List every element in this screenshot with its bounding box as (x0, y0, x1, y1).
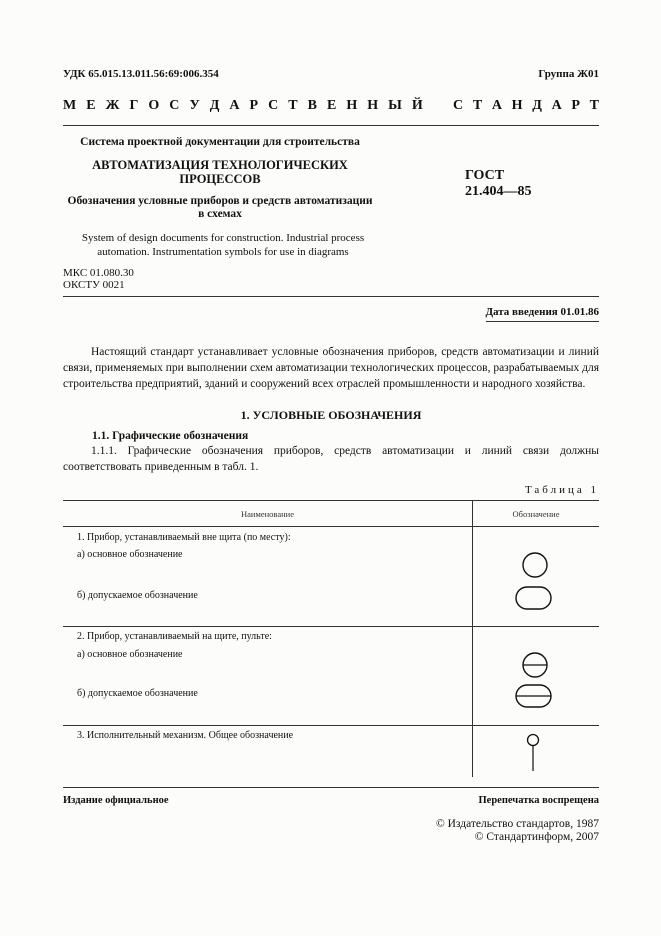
title-line-1: АВТОМАТИЗАЦИЯ ТЕХНОЛОГИЧЕСКИХ (92, 158, 348, 172)
gost-label: ГОСТ (465, 168, 505, 183)
banner-letter: Т (472, 98, 483, 113)
intro-paragraph: Настоящий стандарт устанавливает условные обозначения приборов, средств автоматизации и линий связи, применяемых при выполнении схем автоматизации технологических процессов, разрабатываемых для строительства предприятий, зданий и сооружений всех отраслей промышленности и народного хозяйства. (63, 346, 599, 390)
english-line-1: System of design documents for construction. Industrial process (81, 232, 365, 244)
copyright-block (436, 818, 599, 844)
footer-rule (63, 787, 599, 788)
banner-letter: Й (411, 98, 423, 113)
date-label: Дата введения (485, 306, 558, 318)
standard-banner (63, 98, 599, 114)
classification-codes (63, 267, 134, 291)
gost-designation (465, 168, 532, 200)
table-row-2-rule (63, 725, 599, 726)
subtitle-line-1: Обозначения условные приборов и средств автоматизации (67, 195, 373, 207)
banner-letter: М (63, 98, 77, 113)
banner-letter: А (229, 98, 240, 113)
banner-letter: Д (532, 98, 542, 113)
banner-letter: О (148, 98, 160, 113)
banner-letter: Ы (388, 98, 402, 113)
column-header-symbol: Обозначение (512, 509, 560, 519)
banner-letter: Е (86, 98, 96, 113)
table-label: Таблица 1 (524, 484, 599, 496)
banner-letter: С (268, 98, 279, 113)
udk-code: УДК 65.015.13.011.56:69:006.354 (63, 68, 219, 80)
document-subtitle (60, 195, 380, 221)
copyright-1: © Издательство стандартов, 1987 (435, 818, 599, 830)
english-title (63, 231, 383, 259)
banner-letter: В (307, 98, 317, 113)
english-line-2: automation. Instrumentation symbols for use in diagrams (97, 246, 349, 258)
section-paragraph: 1.1.1. Графические обозначения приборов, средств автоматизации и линий связи должны соответствовать приведенным в табл. 1. (63, 445, 599, 473)
field-instrument-oval-icon (514, 585, 554, 611)
document-title (70, 158, 370, 186)
banner-right (453, 98, 599, 114)
table-row-2b-label: б) допускаемое обозначение (77, 688, 198, 699)
group-code: Группа Ж01 (538, 68, 599, 80)
banner-letter: Г (129, 98, 139, 113)
table-row-3-title: 3. Исполнительный механизм. Общее обозначение (77, 730, 294, 741)
banner-letter: Н (511, 98, 523, 113)
banner-letter: Р (571, 98, 580, 113)
date-value: 01.01.86 (560, 306, 599, 318)
banner-letter: Е (326, 98, 337, 113)
panel-instrument-circle-icon (520, 651, 550, 679)
table-header-rule (63, 526, 599, 527)
banner-letter: Ж (105, 98, 120, 113)
okstu-code: ОКСТУ 0021 (63, 279, 125, 291)
section-heading: 1. УСЛОВНЫЕ ОБОЗНАЧЕНИЯ (240, 408, 422, 422)
banner-left (63, 98, 423, 114)
gost-number: 21.404—85 (465, 184, 532, 199)
banner-letter: А (491, 98, 502, 113)
table-row-2a-label: а) основное обозначение (77, 649, 183, 660)
table-row-1b-label: б) допускаемое обозначение (77, 590, 198, 601)
copyright-2: © Стандартинформ, 2007 (474, 831, 599, 843)
banner-letter: Н (346, 98, 358, 113)
banner-letter: Д (209, 98, 220, 113)
subsection-heading: 1.1. Графические обозначения (92, 430, 249, 442)
table-column-divider (472, 500, 473, 777)
banner-letter: Р (249, 98, 259, 113)
title-block-rule (63, 296, 599, 297)
banner-letter: С (169, 98, 180, 113)
table-top-rule (63, 500, 599, 501)
banner-letter: Т (589, 98, 599, 113)
column-header-name: Наименование (241, 509, 294, 519)
banner-letter: Т (288, 98, 298, 113)
reprint-note: Перепечатка воспрещена (478, 795, 599, 806)
table-row-1-title: 1. Прибор, устанавливаемый вне щита (по месту): (77, 532, 291, 543)
date-underline (486, 321, 599, 322)
banner-letter: А (551, 98, 562, 113)
table-row-2-title: 2. Прибор, устанавливаемый на щите, пульте: (77, 631, 272, 642)
table-row-1a-label: а) основное обозначение (77, 549, 183, 560)
subtitle-line-2: в схемах (198, 208, 242, 220)
mks-code: МКС 01.080.30 (63, 267, 134, 279)
panel-instrument-oval-icon (514, 683, 554, 709)
field-instrument-circle-icon (520, 551, 550, 579)
actuator-symbol-icon (524, 733, 542, 773)
banner-letter: С (453, 98, 464, 113)
banner-letter: Н (367, 98, 379, 113)
edition-note: Издание официальное (63, 795, 169, 806)
title-line-2: ПРОЦЕССОВ (179, 172, 261, 186)
system-name: Система проектной документации для строительства (80, 136, 360, 148)
banner-rule (63, 125, 599, 126)
banner-letter: У (189, 98, 200, 113)
effective-date (485, 306, 599, 318)
table-row-1-rule (63, 626, 599, 627)
